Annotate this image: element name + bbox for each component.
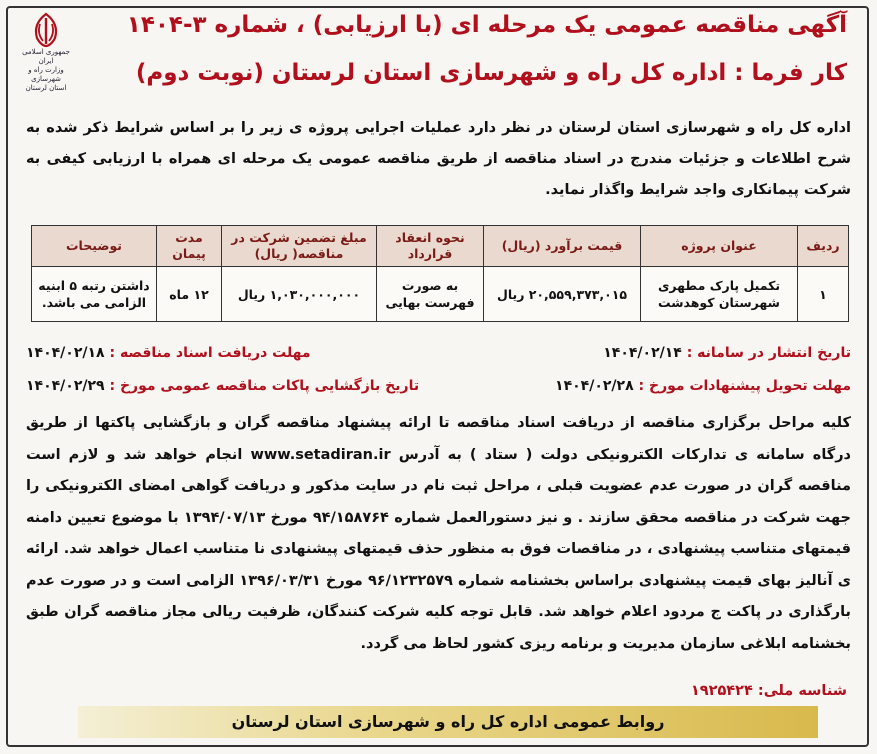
logo-line-3: استان لرستان	[25, 84, 67, 92]
project-table	[31, 225, 849, 322]
emblem-icon	[29, 12, 63, 48]
iran-emblem-logo	[14, 12, 78, 100]
cell-contract-type: به صورت فهرست بهایی	[377, 267, 484, 322]
publish-date-label: تاریخ انتشار در سامانه :	[686, 345, 851, 361]
opening-date-value: ۱۴۰۴/۰۲/۲۹	[26, 378, 105, 394]
header-guarantee-amount: مبلغ تضمین شرکت در مناقصه( ریال)	[222, 226, 377, 267]
submit-deadline-value: ۱۴۰۴/۰۲/۲۸	[555, 378, 634, 394]
docs-deadline-label: مهلت دریافت اسناد مناقصه :	[109, 345, 311, 361]
header-contract-duration: مدت پیمان	[157, 226, 222, 267]
cell-project-title: تکمیل پارک مطهری شهرستان کوهدشت	[641, 267, 798, 322]
intro-paragraph: اداره کل راه و شهرسازی استان لرستان در نظر دارد عملیات اجرایی پروژه ی زیر را بر اساس شرایط ذکر شده به شرح اطلاعات و جزئیات مندرج در اسناد مناقصه از طریق مناقصه عمومی یک مرحله ای همراه با ارزیابی کیفی به شرکت پیمانکاری واجد شرایط واگذار نماید.	[26, 120, 851, 198]
table-row	[32, 267, 849, 322]
header-estimated-price: قیمت برآورد (ریال)	[484, 226, 641, 267]
conditions-paragraph: کلیه مراحل برگزاری مناقصه از دریافت اسناد مناقصه تا ارائه پیشنهاد مناقصه گران و بازگشایی پاکتها از طریق درگاه سامانه ی تدارکات الکترونیکی دولت ( ستاد ) به آدرس www.setadiran.ir انجام خواهد شد و لازم است مناقصه گران در صورت عدم عضویت قبلی ، مراحل ثبت نام در سایت مذکور و دریافت گواهی امضای الکترونیکی را جهت شرکت در مناقصه محقق سازند . و نیز دستورالعمل شماره ۹۴/۱۵۸۷۶۴ مورخ ۱۳۹۴/۰۷/۱۳ با موضوع تعیین دامنه قیمتهای متناسب پیشنهادی ، در مناقصات فوق به منظور حذف قیمتهای پیشنهادی نا متناسب اعمال خواهد شد. ارائه ی آنالیز بهای قیمت پیشنهادی براساس بخشنامه شماره ۹۶/۱۲۳۲۵۷۹ مورخ ۱۳۹۶/۰۳/۳۱ الزامی است و در صورت عدم بارگذاری در پاکت ج مردود اعلام خواهد شد. قابل توجه کلیه شرکت کنندگان، ظرفیت ریالی مجاز مناقصه گران طبق بخشنامه ابلاغی سازمان مدیریت و برنامه ریزی کشور لحاظ می گردد.	[26, 415, 852, 652]
table-header-row	[32, 226, 849, 267]
header-contract-type: نحوه انعقاد قرارداد	[377, 226, 484, 267]
header-notes: توضیحات	[32, 226, 157, 267]
publish-date-value: ۱۴۰۴/۰۲/۱۴	[603, 345, 682, 361]
header-row-number: ردیف	[798, 226, 849, 267]
cell-guarantee-amount: ۱,۰۳۰,۰۰۰,۰۰۰ ریال	[222, 267, 377, 322]
footer-banner: روابط عمومی اداره کل راه و شهرسازی استان لرستان	[78, 706, 818, 738]
employer-title: کار فرما : اداره کل راه و شهرسازی استان لرستان (نوبت دوم)	[135, 60, 847, 86]
logo-line-1: جمهوری اسلامی ایران	[22, 48, 70, 65]
notice-title: آگهی مناقصه عمومی یک مرحله ای (با ارزیابی) ، شماره ۳-۱۴۰۴	[126, 12, 847, 38]
opening-date-label: تاریخ بازگشایی پاکات مناقصه عمومی مورخ :	[109, 378, 420, 394]
national-id: شناسه ملی: ۱۹۲۵۴۲۴	[690, 683, 847, 699]
logo-line-2: وزارت راه و شهرسازی	[28, 66, 64, 83]
docs-deadline-value: ۱۴۰۴/۰۲/۱۸	[26, 345, 105, 361]
cell-estimated-price: ۲۰,۵۵۹,۳۷۳,۰۱۵ ریال	[484, 267, 641, 322]
cell-notes: داشتن رتبه ۵ ابنیه الزامی می باشد.	[32, 267, 157, 322]
cell-contract-duration: ۱۲ ماه	[157, 267, 222, 322]
cell-row-number: ۱	[798, 267, 849, 322]
submit-deadline-label: مهلت تحویل پیشنهادات مورخ :	[638, 378, 851, 394]
header-project-title: عنوان پروژه	[641, 226, 798, 267]
